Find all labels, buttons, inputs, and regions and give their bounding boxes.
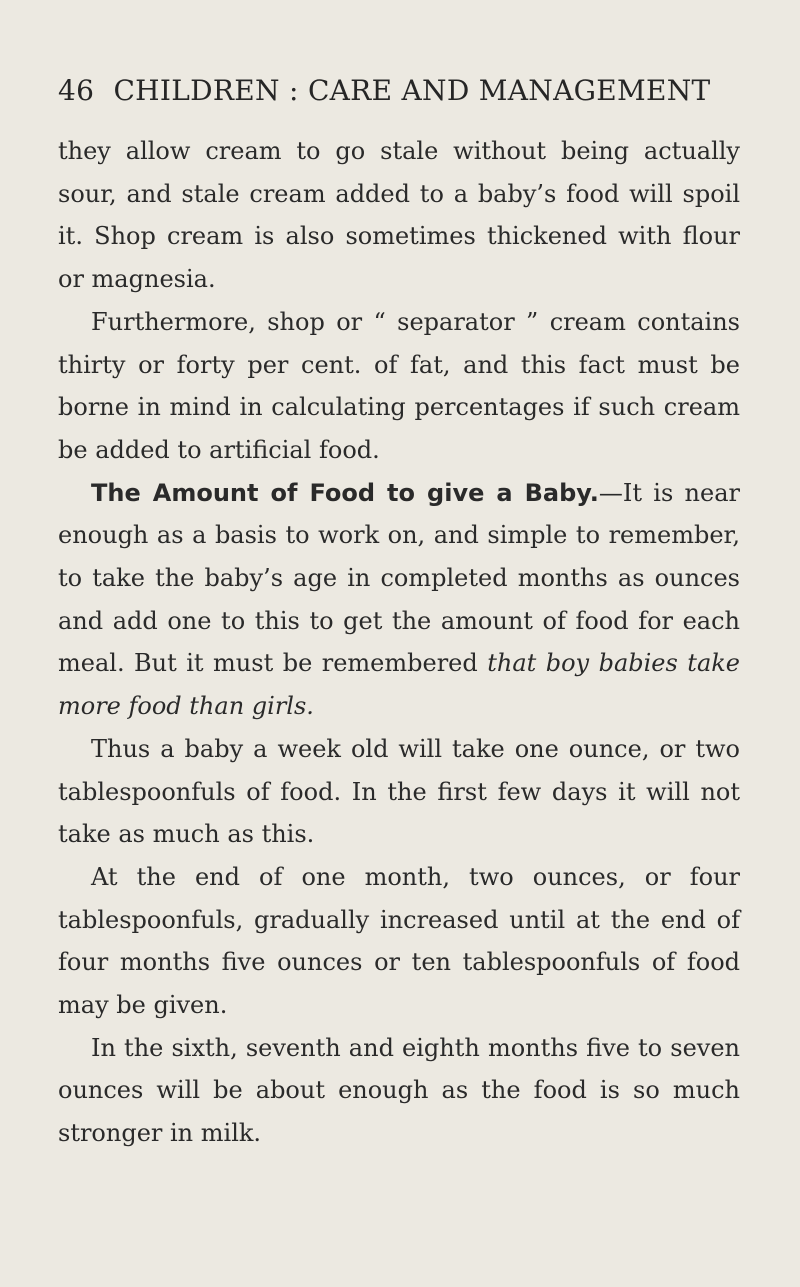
running-header [58,74,758,107]
paragraph-continued: they allow cream to go stale without being actually sour, and stale cream added to a baby’s food will spoil it. Shop cream is also sometimes thickened with flour or magnesia. [58,137,740,294]
emphasized-text: that boy babies take more food than girls. [58,649,740,721]
paragraph-text: —It is near enough as a basis to work on, and simple to remember, to take the baby’s age in completed months as ounces and add one to this to get the amount of food for each meal. But it must be remembered [58,478,740,678]
page-body [58,130,740,1155]
paragraph-week-old: Thus a baby a week old will take one ounce, or two tablespoonfuls of food. In the first few days it will not take as much as this. [58,734,740,849]
paragraph-one-month: At the end of one month, two ounces, or four tablespoonfuls, gradually increased until at the end of four months five ounces or ten tablespoonfuls of food may be given. [58,862,740,1020]
paragraph-amount-of-food [58,472,740,728]
page-number: 46 [58,74,95,107]
section-heading: The Amount of Food to give a Baby. [91,478,599,507]
paragraph-separator-cream: Furthermore, shop or “ separator ” cream contains thirty or forty per cent. of fat, and this fact must be borne in mind in calculating percentages if such cream be added to artificial food. [58,307,740,464]
paragraph-sixth-month: In the sixth, seventh and eighth months five to seven ounces will be about enough as the food is so much stronger in milk. [58,1033,740,1148]
running-title: CHILDREN : CARE AND MANAGEMENT [113,74,711,107]
